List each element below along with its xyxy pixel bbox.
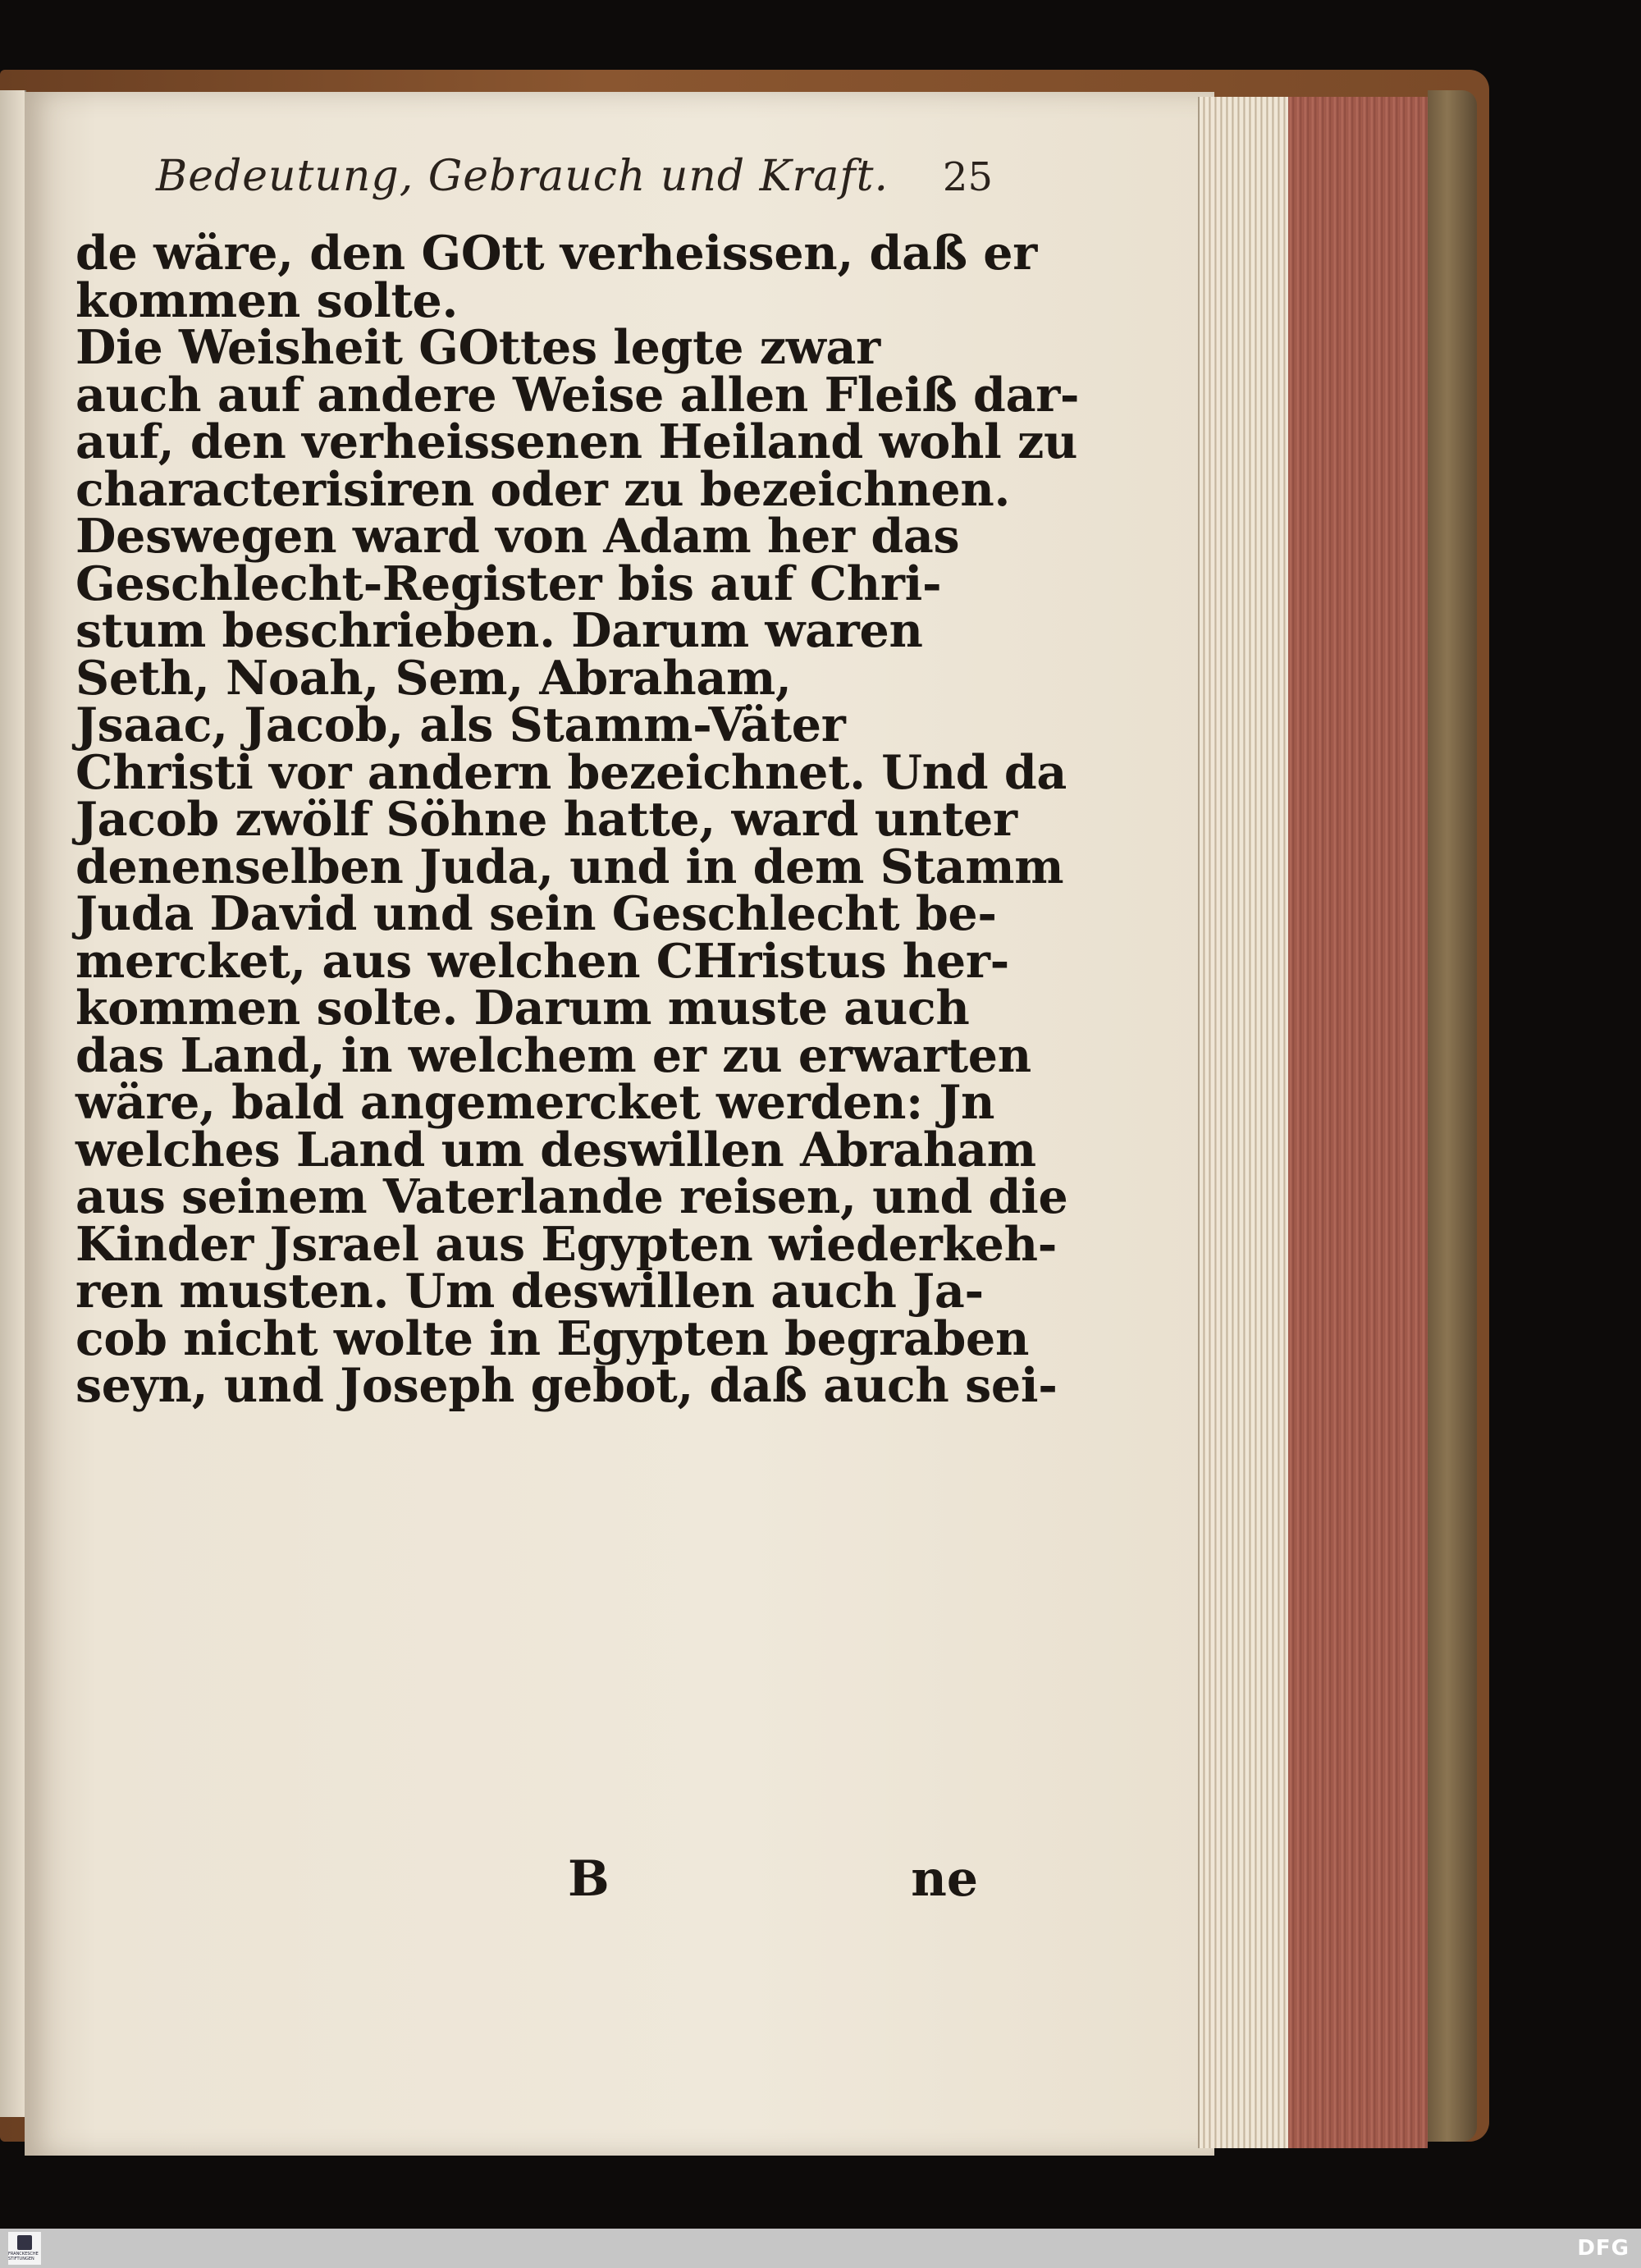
page-header [156,152,993,217]
text-line: Christi vor andern bezeichnet. Und da [75,744,1067,800]
text-line: Jsaac, Jacob, als Stamm-Väter [75,697,846,752]
text-line: Jacob zwölf Söhne hatte, ward unter [75,792,1017,847]
text-line: Die Weisheit GOttes legte zwar [75,320,880,375]
text-line: Seth, Noah, Sem, Abraham, [75,650,792,706]
text-line: de wäre, den GOtt verheissen, daß er [75,226,1037,281]
text-line: das Land, in welchem er zu erwarten [75,1027,1031,1083]
text-line: wäre, bald angemercket werden: Jn [75,1075,995,1130]
text-line: auf, den verheissenen Heiland wohl zu [75,414,1078,469]
library-logo [8,2232,41,2265]
text-line: Deswegen ward von Adam her das [75,509,960,564]
dfg-label: DFG [1577,2236,1630,2261]
text-line: Kinder Jsrael aus Egypten wiederkeh- [75,1216,1058,1272]
text-line: ren musten. Um deswillen auch Ja- [75,1264,984,1319]
text-line: seyn, und Joseph gebot, daß auch sei- [75,1358,1058,1413]
text-line: Juda David und sein Geschlecht be- [75,886,997,941]
text-line: welches Land um deswillen Abraham [75,1122,1036,1177]
page-number: 25 [942,154,993,200]
page-footer [75,1850,978,1908]
signature-mark: B [568,1850,610,1908]
text-line: aus seinem Vaterlande reisen, und die [75,1169,1068,1224]
text-line: cob nicht wolte in Egypten begraben [75,1310,1030,1366]
text-line: stum beschrieben. Darum waren [75,603,923,658]
page-stack [1198,97,1290,2148]
running-head: Bedeutung, Gebrauch und Kraft. [156,152,889,201]
text-line: characterisiren oder zu bezeichnen. [75,461,1011,517]
text-line: denenselben Juda, und in dem Stamm [75,839,1064,894]
library-logo-text: FRANCKESCHE STIFTUNGEN [8,2252,39,2261]
bottom-bar [0,2229,1641,2268]
catchword: ne [911,1850,978,1908]
text-line: mercket, aus welchen CHristus her- [75,933,1009,989]
text-line: kommen solte. Darum muste auch [75,981,970,1036]
text-line: kommen solte. [75,272,458,328]
left-page-edge [0,90,26,2117]
book-spine [1428,90,1477,2142]
red-page-edges [1288,97,1428,2148]
body-text [75,226,1080,1413]
library-logo-icon [17,2235,32,2250]
text-line: Geschlecht-Register bis auf Chri- [75,556,942,611]
text-line: auch auf andere Weise allen Fleiß dar- [75,367,1080,423]
